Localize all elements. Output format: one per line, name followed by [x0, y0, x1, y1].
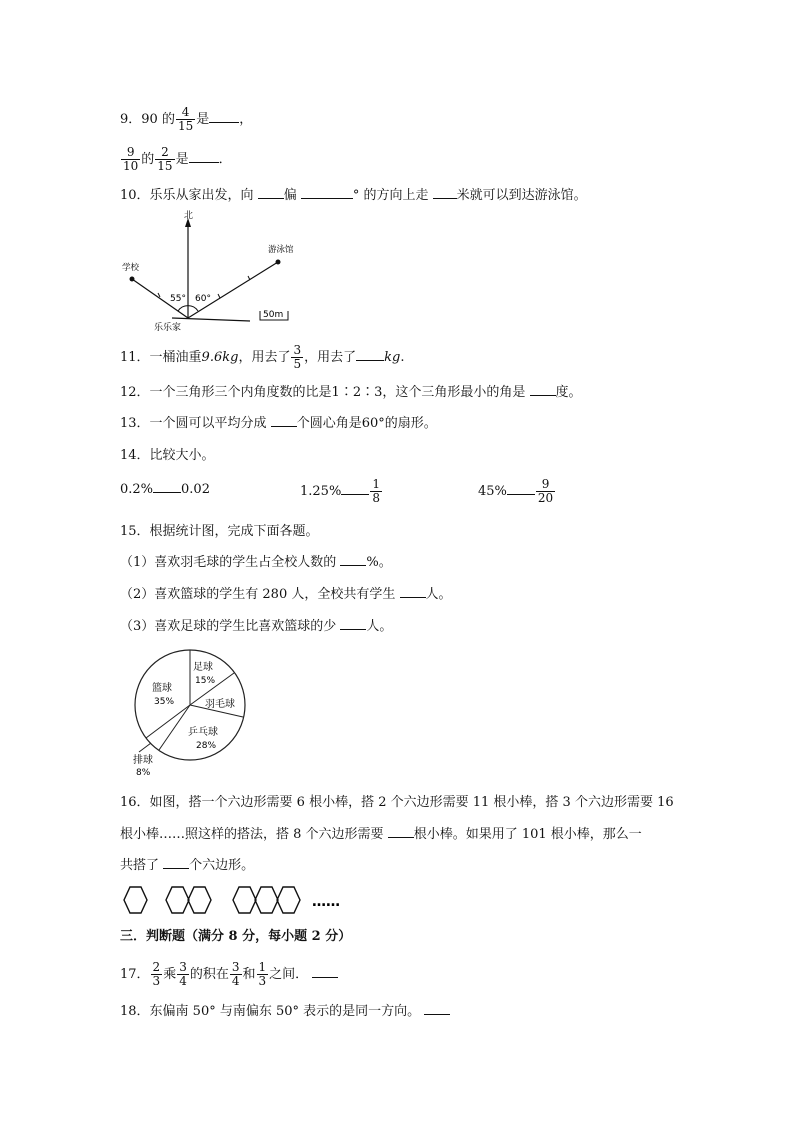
q11-text: ，用去了 — [238, 350, 291, 365]
q17-text: 的积在 — [189, 967, 229, 982]
compare-left: 0.2% — [120, 482, 154, 497]
denominator: 10 — [123, 159, 139, 173]
pie-pct-pingpong: 28% — [196, 741, 217, 751]
ellipsis-dots: …… — [312, 894, 340, 910]
compare-3 — [478, 478, 556, 505]
question-11 — [120, 344, 404, 371]
q9-text: ， — [239, 112, 253, 127]
angle-right-label: 60° — [195, 294, 211, 304]
q13-text: 个圆心角是 — [296, 416, 362, 431]
answer-blank[interactable] — [356, 348, 384, 361]
pie-pct-football: 15% — [195, 676, 216, 686]
q11-text: 11．一桶油重 — [120, 350, 202, 365]
q17-text: 之间． — [269, 967, 309, 982]
q16-text: 根小棒……照这样的搭法，搭 8 个六边形需要 — [120, 827, 384, 842]
denominator: 5 — [293, 357, 302, 371]
numerator: 4 — [176, 106, 195, 120]
q11-text: . — [400, 350, 405, 365]
numerator: 3 — [293, 343, 302, 357]
hexagon-3a — [233, 887, 256, 913]
numerator: 9 — [536, 478, 555, 492]
question-16-line-3 — [120, 856, 254, 876]
question-16-line-1: 16．如图，搭一个六边形需要 6 根小棒，搭 2 个六边形需要 11 根小棒，搭 3 个六边形需要 16 — [120, 795, 674, 810]
compare-left: 45% — [478, 484, 507, 499]
q15-text: （3）喜欢足球的学生比喜欢篮球的少 — [120, 619, 337, 634]
volleyball-leader — [139, 743, 151, 752]
answer-blank[interactable] — [340, 553, 366, 566]
fraction — [121, 146, 140, 173]
q9-text: 是 — [175, 152, 189, 167]
denominator: 4 — [231, 974, 240, 988]
unit: kg — [222, 350, 239, 365]
answer-blank[interactable] — [341, 482, 369, 495]
q10-text: 米就可以到达游泳馆。 — [456, 188, 587, 203]
q11-text: ，用去了 — [304, 350, 357, 365]
denominator: 4 — [179, 974, 187, 988]
answer-blank[interactable] — [312, 965, 338, 978]
answer-blank[interactable] — [530, 383, 556, 396]
direction-map — [110, 208, 310, 336]
question-15-title: 15．根据统计图，完成下面各题。 — [120, 524, 319, 539]
q10-text: ° 的方向上走 — [352, 188, 429, 203]
hexagon-2b — [188, 887, 211, 913]
fraction — [536, 478, 555, 505]
q10-text: 偏 — [283, 188, 297, 203]
q12-text: 12．一个三角形三个内角度数的比是 — [120, 385, 332, 400]
q13-text: 的扇形。 — [384, 416, 437, 431]
fraction — [230, 961, 242, 988]
answer-blank[interactable] — [301, 186, 353, 199]
denominator: 8 — [372, 491, 380, 505]
north-label: 北 — [184, 211, 194, 221]
pie-label-pingpong: 乒乓球 — [188, 727, 218, 738]
denominator: 15 — [177, 119, 194, 133]
numerator: 3 — [179, 960, 187, 974]
answer-blank[interactable] — [258, 186, 284, 199]
compare-2 — [300, 478, 383, 505]
q15-text: （2）喜欢篮球的学生有 280 人，全校共有学生 — [120, 587, 396, 602]
question-13 — [120, 414, 437, 434]
answer-blank[interactable] — [153, 480, 181, 493]
question-14-title: 14．比较大小。 — [120, 448, 215, 463]
q18-text: 18．东偏南 50° 与南偏东 50° 表示的是同一方向。 — [120, 1004, 421, 1019]
compare-right: 0.02 — [181, 482, 210, 497]
compare-1 — [120, 480, 210, 500]
denominator: 20 — [537, 491, 554, 505]
fraction — [291, 344, 303, 371]
numerator: 3 — [231, 960, 240, 974]
answer-blank[interactable] — [424, 1002, 450, 1015]
q15-text: （1）喜欢羽毛球的学生占全校人数的 — [120, 555, 337, 570]
question-15-sub-2 — [120, 585, 452, 605]
pie-boundary — [146, 705, 190, 738]
fraction — [151, 961, 163, 988]
question-12 — [120, 383, 582, 403]
pie-label-football: 足球 — [193, 662, 213, 673]
denominator: 15 — [157, 159, 173, 173]
answer-blank[interactable] — [388, 825, 414, 838]
angle-value: 60° — [361, 416, 385, 431]
hexagon-3c — [277, 887, 300, 913]
answer-blank[interactable] — [189, 150, 219, 163]
numerator: 9 — [121, 146, 140, 160]
numerator: 1 — [258, 960, 267, 974]
q12-text: 度。 — [555, 385, 582, 400]
angle-left-label: 55° — [170, 294, 186, 304]
east-line — [172, 318, 250, 321]
answer-blank[interactable] — [433, 186, 457, 199]
pie-label-basketball: 篮球 — [152, 683, 172, 694]
school-point — [130, 277, 135, 282]
hexagon-1 — [124, 887, 147, 913]
q17-text: 和 — [242, 967, 256, 982]
denominator: 3 — [152, 974, 161, 988]
pie-chart — [125, 645, 265, 780]
q15-text: 人。 — [366, 619, 393, 634]
section-3-heading: 三．判断题（满分 8 分，每小题 2 分） — [120, 929, 352, 944]
hexagon-3b — [255, 887, 278, 913]
q9-text: ． — [218, 152, 232, 167]
q16-text: 共搭了 — [120, 858, 160, 873]
home-label: 乐乐家 — [154, 323, 182, 333]
question-10 — [120, 186, 587, 206]
fraction — [257, 961, 269, 988]
q12-text: ，这个三角形最小的角是 — [382, 385, 526, 400]
question-15-sub-1 — [120, 553, 392, 573]
pool-point — [276, 260, 281, 265]
q15-text: %。 — [366, 555, 392, 570]
q15-text: 人。 — [425, 587, 452, 602]
q17-text: 17． — [120, 967, 150, 982]
school-label: 学校 — [122, 263, 140, 273]
ratio: 1∶2∶3 — [331, 385, 383, 400]
fraction — [177, 961, 189, 988]
question-9-line-2 — [120, 146, 232, 173]
q10-text: 10．乐乐从家出发，向 — [120, 188, 254, 203]
answer-blank[interactable] — [209, 110, 239, 123]
pie-boundary — [159, 705, 190, 750]
scale-label: 50m — [263, 310, 284, 320]
unit: kg — [384, 350, 401, 365]
tick-mark — [158, 293, 160, 297]
answer-blank[interactable] — [340, 617, 366, 630]
pie-pct-volleyball: 8% — [136, 768, 151, 778]
fraction — [176, 106, 195, 133]
answer-blank[interactable] — [271, 414, 297, 427]
q9-text: 是 — [196, 112, 210, 127]
fraction — [155, 146, 174, 173]
answer-blank[interactable] — [507, 482, 535, 495]
pie-pct-basketball: 35% — [154, 697, 175, 707]
pie-label-volleyball: 排球 — [133, 755, 153, 766]
q9-text: 9．90 的 — [120, 112, 175, 127]
denominator: 3 — [258, 974, 267, 988]
pie-label-badminton: 羽毛球 — [205, 699, 235, 710]
numerator: 2 — [155, 146, 174, 160]
weight-value: 9.6 — [201, 350, 223, 365]
hexagon-pattern — [120, 882, 360, 922]
question-9-line-1 — [120, 106, 252, 133]
numerator: 2 — [152, 960, 161, 974]
question-17 — [120, 961, 338, 988]
q17-text: 乘 — [163, 967, 177, 982]
q9-text: 的 — [141, 152, 155, 167]
tick-mark — [218, 294, 220, 298]
compare-left: 1.25% — [300, 484, 342, 499]
q16-text: 个六边形。 — [189, 858, 255, 873]
question-18 — [120, 1002, 450, 1022]
q13-text: 13．一个圆可以平均分成 — [120, 416, 267, 431]
question-15-sub-3 — [120, 617, 392, 637]
fraction — [370, 478, 382, 505]
numerator: 1 — [372, 477, 380, 491]
answer-blank[interactable] — [163, 856, 189, 869]
pool-label: 游泳馆 — [268, 245, 294, 255]
q16-text: 根小棒。如果用了 101 根小棒，那么一 — [413, 827, 642, 842]
answer-blank[interactable] — [400, 585, 426, 598]
question-16-line-2 — [120, 825, 642, 845]
hexagon-2a — [166, 887, 189, 913]
